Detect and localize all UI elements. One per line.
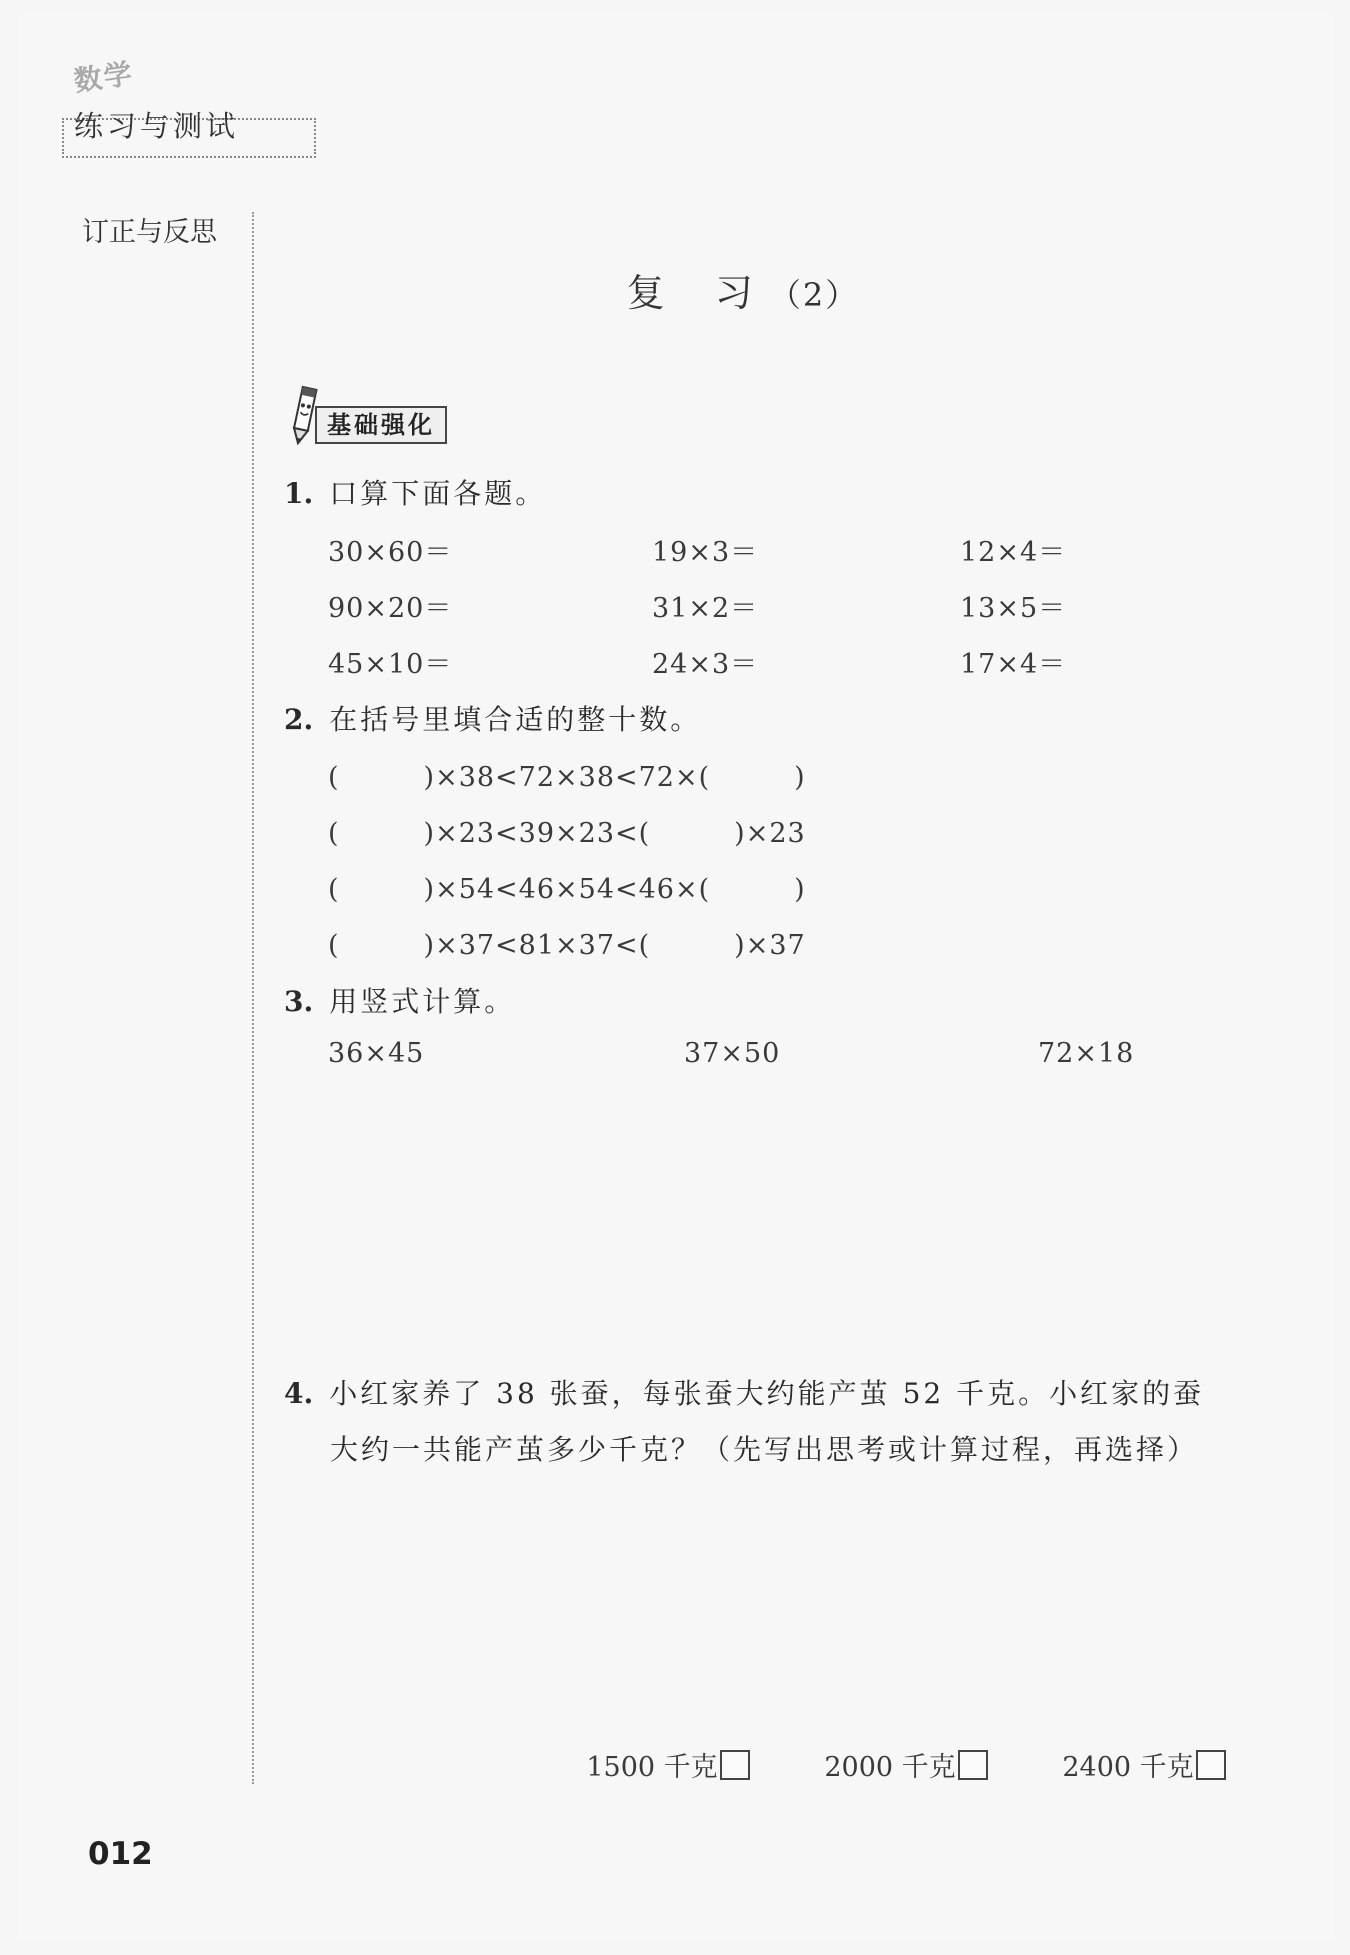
q2-inequality: ( )×38<72×38<72×( ) <box>328 762 806 793</box>
subject-label: 数学 <box>71 56 136 98</box>
question-1-text: 口算下面各题。 <box>329 477 547 510</box>
page-title-number: （2） <box>768 276 860 314</box>
q1-item: 31×2＝ <box>652 593 759 624</box>
side-label-correction: 订正与反思 <box>82 217 217 248</box>
question-4 <box>284 1372 1204 1412</box>
q1-item: 30×60＝ <box>328 537 453 568</box>
checkbox[interactable] <box>1196 1750 1226 1780</box>
checkbox[interactable] <box>958 1750 988 1780</box>
q1-item: 12×4＝ <box>960 537 1067 568</box>
q4-option-label: 1500 千克 <box>586 1752 718 1783</box>
q4-option-label: 2400 千克 <box>1062 1752 1194 1783</box>
title-box-right-edge <box>314 118 316 154</box>
q2-inequality: ( )×23<39×23<( )×23 <box>328 818 806 849</box>
title-box-left-edge <box>62 118 64 154</box>
q1-item: 24×3＝ <box>652 649 759 680</box>
q3-item: 37×50 <box>684 1038 781 1069</box>
question-1-number: 1. <box>284 477 314 510</box>
q3-item: 36×45 <box>328 1038 425 1069</box>
question-3-number: 3. <box>284 985 314 1018</box>
q3-item: 72×18 <box>1038 1038 1135 1069</box>
q1-item: 17×4＝ <box>960 649 1067 680</box>
checkbox[interactable] <box>720 1750 750 1780</box>
page-title-main: 复 习 <box>626 271 759 315</box>
page-number: 012 <box>88 1836 153 1872</box>
page-title <box>0 262 1350 317</box>
question-2-number: 2. <box>284 703 314 736</box>
question-3 <box>284 980 515 1020</box>
q4-option-label: 2000 千克 <box>824 1752 956 1783</box>
q2-inequality: ( )×54<46×54<46×( ) <box>328 874 806 905</box>
section-label: 基础强化 <box>315 406 447 444</box>
question-4-line1: 小红家养了 38 张蚕，每张蚕大约能产茧 52 千克。小红家的蚕 <box>329 1377 1205 1410</box>
question-2-text: 在括号里填合适的整十数。 <box>329 703 702 736</box>
question-2 <box>284 698 701 738</box>
q1-item: 45×10＝ <box>328 649 453 680</box>
q4-option-2000[interactable] <box>790 1714 988 1815</box>
question-4-number: 4. <box>284 1377 314 1410</box>
book-title: 练习与测试 <box>74 109 240 143</box>
q1-item: 13×5＝ <box>960 593 1067 624</box>
question-4-line2: 大约一共能产茧多少千克？（先写出思考或计算过程，再选择） <box>330 1433 1199 1466</box>
q2-inequality: ( )×37<81×37<( )×37 <box>328 930 806 961</box>
section-header <box>285 382 465 448</box>
question-3-text: 用竖式计算。 <box>329 985 516 1018</box>
q4-option-1500[interactable] <box>552 1714 750 1815</box>
q1-item: 90×20＝ <box>328 593 453 624</box>
q4-option-2400[interactable] <box>1028 1714 1226 1815</box>
margin-divider <box>252 212 254 1784</box>
q1-item: 19×3＝ <box>652 537 759 568</box>
question-1 <box>284 472 546 512</box>
